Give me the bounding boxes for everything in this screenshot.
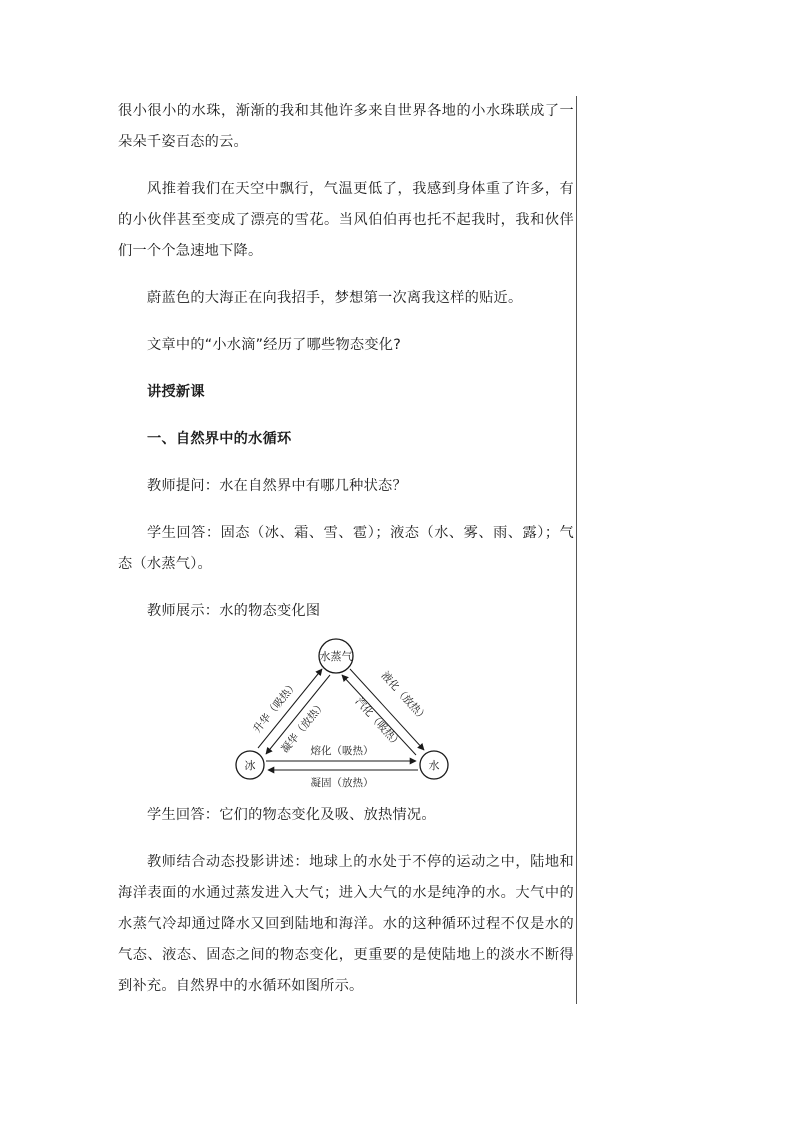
- node-vapor: [319, 639, 353, 673]
- teacher-question: 教师提问：水在自然界中有哪几种状态？: [147, 478, 407, 494]
- paragraph-2: 风推着我们在天空中飘行，气温更低了，我感到身体重了许多，有的小伙伴甚至变成了漂亮的雪花。当风伯伯再也托不起我时，我和伙伴们一个个急速地下降。: [118, 181, 574, 259]
- page-right-border: [576, 96, 577, 1004]
- teacher-explanation: 教师结合动态投影讲述：地球上的水处于不停的运动之中，陆地和海洋表面的水通过蒸发进入大气；进入大气的水是纯净的水。大气中的水蒸气冷却通过降水又回到陆地和海洋。水的这种循环过程不仅是水的气态、液态、固态之间的物态变化，更重要的是使陆地上的淡水不断得到补充。自然界中的水循环如图所示。: [118, 854, 574, 994]
- paragraph-3: 蔚蓝色的大海正在向我招手，梦想第一次离我这样的贴近。: [147, 290, 523, 306]
- paragraph-1: 很小很小的水珠，渐渐的我和其他许多来自世界各地的小水珠联成了一朵朵千姿百态的云。: [118, 103, 574, 150]
- label-liquefaction: 液化（放热）: [378, 669, 430, 725]
- node-water: [420, 751, 448, 779]
- label-desublimation: 凝华（放热）: [279, 698, 329, 756]
- label-freezing: 凝固（放热）: [310, 777, 374, 789]
- student-answer-heat: 学生回答：它们的物态变化及吸、放热情况。: [147, 807, 436, 823]
- section-heading-new-lesson: 讲授新课: [147, 384, 205, 400]
- node-vapor-label: 水蒸气: [319, 650, 353, 663]
- question-paragraph: 文章中的“小水滴”经历了哪些物态变化?: [147, 337, 401, 353]
- teacher-shows-diagram: 教师展示：水的物态变化图: [147, 603, 321, 619]
- phase-change-diagram: [118, 633, 574, 798]
- document-body: [118, 96, 574, 1002]
- label-vaporization: 汽化（吸热）: [352, 695, 404, 751]
- label-melting: 熔化（吸热）: [310, 745, 374, 757]
- section-heading-water-cycle: 一、自然界中的水循环: [147, 431, 292, 447]
- student-answer-states: 学生回答：固态（冰、霜、雪、雹）；液态（水、雾、雨、露）；气态（水蒸气）。: [118, 525, 574, 572]
- node-water-label: 水: [428, 759, 440, 772]
- node-ice: [236, 751, 264, 779]
- node-ice-label: 冰: [244, 759, 256, 772]
- label-sublimation: 升华（吸热）: [251, 678, 301, 736]
